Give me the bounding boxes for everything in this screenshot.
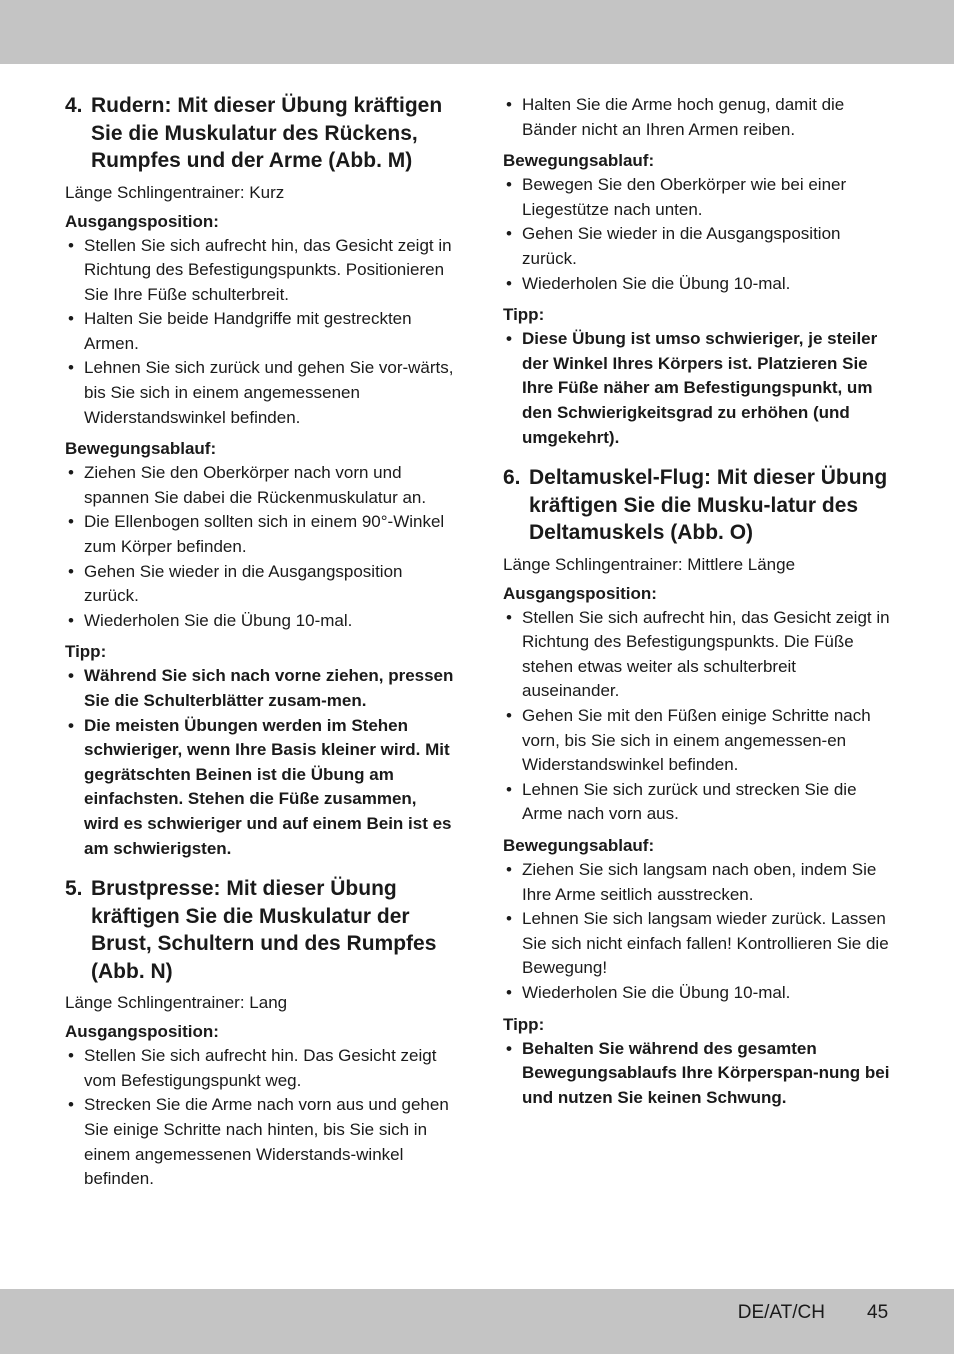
list-item: • Lehnen Sie sich langsam wieder zurück. Lassen Sie sich nicht einfach fallen! Kontrollieren Sie die Bewegung! xyxy=(503,907,893,981)
start-position-label: Ausgangsposition: xyxy=(65,1022,219,1042)
list-item: • Gehen Sie mit den Füßen einige Schritte nach vorn, bis Sie sich in einem angemessen-en Widerstandswinkel befinden. xyxy=(503,704,893,778)
start-position-list xyxy=(503,606,893,827)
tip-list xyxy=(503,327,893,450)
section-number: 4. xyxy=(65,94,83,117)
section-brustpresse xyxy=(65,875,455,1192)
tip-label: Tipp: xyxy=(503,1014,545,1034)
section-title: Deltamuskel-Flug: Mit dieser Übung kräftigen Sie die Musku-latur des Deltamuskels (Abb. O) xyxy=(529,466,888,545)
section-title: Rudern: Mit dieser Übung kräftigen Sie die Muskulatur des Rückens, Rumpfes und der Arme (Abb. M) xyxy=(91,94,443,172)
trainer-length: Länge Schlingentrainer: Lang xyxy=(65,993,288,1013)
movement-list xyxy=(503,858,893,1006)
section-deltamuskel-flug xyxy=(503,464,893,1110)
list-item: • Strecken Sie die Arme nach vorn aus und gehen Sie einige Schritte nach hinten, bis Sie sich in einem angemessenen Widerstands-winkel befinden. xyxy=(65,1093,455,1191)
start-position-list xyxy=(65,1044,455,1192)
section-title: Brustpresse: Mit dieser Übung kräftigen Sie die Muskulatur der Brust, Schultern und des Rumpfes (Abb. N) xyxy=(91,877,437,983)
section-number: 6. xyxy=(503,466,521,490)
movement-label: Bewegungsablauf: xyxy=(503,151,655,171)
page-number: 45 xyxy=(867,1302,889,1323)
left-column xyxy=(65,92,455,1199)
list-item: • Die Ellenbogen sollten sich in einem 90°-Winkel zum Körper befinden. xyxy=(65,510,455,559)
list-item: • Gehen Sie wieder in die Ausgangsposition zurück. xyxy=(503,222,893,271)
tip-list xyxy=(503,1037,893,1111)
movement-list xyxy=(65,461,455,633)
section-number: 5. xyxy=(65,877,83,901)
trainer-length: Länge Schlingentrainer: Mittlere Länge xyxy=(503,554,796,574)
section-heading xyxy=(65,875,455,985)
list-item: • Gehen Sie wieder in die Ausgangsposition zurück. xyxy=(65,560,455,609)
movement-label: Bewegungsablauf: xyxy=(503,835,655,855)
list-item: • Halten Sie die Arme hoch genug, damit die Bänder nicht an Ihren Armen reiben. xyxy=(503,93,893,142)
movement-list xyxy=(503,173,893,296)
start-position-list xyxy=(65,234,455,431)
movement-label: Bewegungsablauf: xyxy=(65,439,217,459)
list-item: • Lehnen Sie sich zurück und gehen Sie vor-wärts, bis Sie sich in einem angemessenen Widerstandswinkel befinden. xyxy=(65,356,455,430)
tip-label: Tipp: xyxy=(65,642,107,662)
list-item: • Ziehen Sie sich langsam nach oben, indem Sie Ihre Arme seitlich ausstrecken. xyxy=(503,858,893,907)
list-item: • Stellen Sie sich aufrecht hin. Das Gesicht zeigt vom Befestigungspunkt weg. xyxy=(65,1044,455,1093)
list-item: • Halten Sie beide Handgriffe mit gestreckten Armen. xyxy=(65,307,455,356)
section-heading xyxy=(65,92,455,175)
section-brustpresse-continued xyxy=(503,93,893,450)
list-item: • Wiederholen Sie die Übung 10-mal. xyxy=(503,981,893,1006)
list-item: • Wiederholen Sie die Übung 10-mal. xyxy=(503,272,893,297)
list-item: • Lehnen Sie sich zurück und strecken Sie die Arme nach vorn aus. xyxy=(503,778,893,827)
start-position-label: Ausgangsposition: xyxy=(503,583,657,603)
list-item: • Bewegen Sie den Oberkörper wie bei einer Liegestütze nach unten. xyxy=(503,173,893,222)
right-column xyxy=(503,93,893,1117)
list-item: • Während Sie sich nach vorne ziehen, pressen Sie die Schulterblätter zusam-men. xyxy=(65,664,455,713)
start-position-label: Ausgangsposition: xyxy=(65,211,219,231)
list-item: • Wiederholen Sie die Übung 10-mal. xyxy=(65,609,455,634)
list-item: • Diese Übung ist umso schwieriger, je steiler der Winkel Ihres Körpers ist. Platzieren Sie Ihre Füße näher am Befestigungspunkt, um den Schwierigkeitsgrad zu erhöhen (und umgekehrt). xyxy=(503,327,893,450)
trainer-length: Länge Schlingentrainer: Kurz xyxy=(65,182,285,202)
header-band xyxy=(0,0,954,64)
start-position-list-continued xyxy=(503,93,893,142)
list-item: • Die meisten Übungen werden im Stehen schwieriger, wenn Ihre Basis kleiner wird. Mit gegrätschten Beinen ist die Übung am einfachsten. Stehen die Füße zusammen, wird es schwieriger und auf einem Bein ist es am schwierigsten. xyxy=(65,714,455,862)
footer-region-label: DE/AT/CH xyxy=(737,1302,825,1323)
tip-list xyxy=(65,664,455,861)
tip-label: Tipp: xyxy=(503,305,545,325)
list-item: • Ziehen Sie den Oberkörper nach vorn und spannen Sie dabei die Rückenmuskulatur an. xyxy=(65,461,455,510)
list-item: • Stellen Sie sich aufrecht hin, das Gesicht zeigt in Richtung des Befestigungspunkts. Positionieren Sie Ihre Füße schulterbreit. xyxy=(65,234,455,308)
section-heading xyxy=(503,464,893,547)
section-rudern xyxy=(65,92,455,861)
list-item: • Behalten Sie während des gesamten Bewegungsablaufs Ihre Körperspan-nung bei und nutzen Sie keinen Schwung. xyxy=(503,1037,893,1111)
list-item: • Stellen Sie sich aufrecht hin, das Gesicht zeigt in Richtung des Befestigungspunkts. Die Füße stehen etwas weiter als schulterbreit auseinander. xyxy=(503,606,893,704)
